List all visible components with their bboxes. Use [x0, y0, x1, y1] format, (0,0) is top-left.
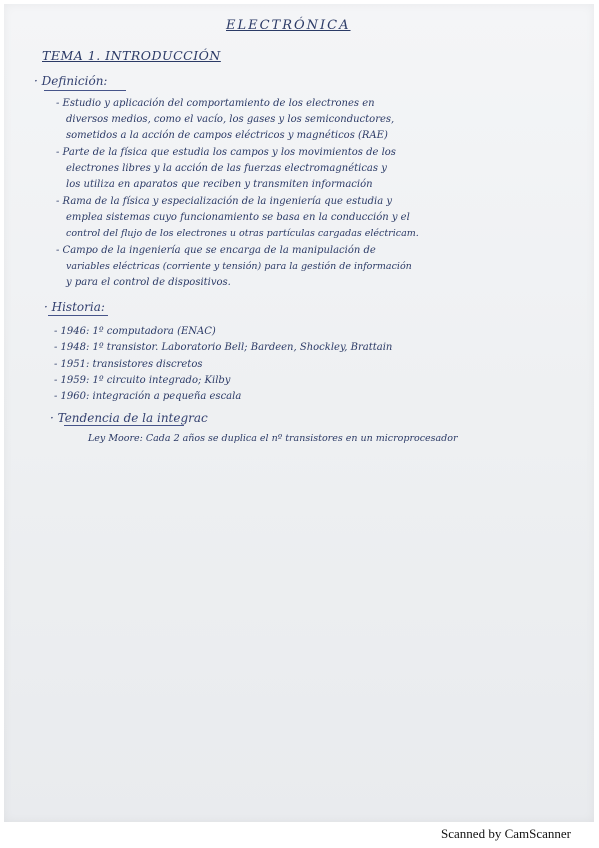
scanner-watermark: Scanned by CamScanner — [441, 826, 571, 841]
page-title: ELECTRÓNICA — [226, 18, 351, 33]
historia-heading: · Historia: — [44, 300, 105, 314]
notebook-page — [4, 4, 594, 822]
definicion-line: control del flujo de los electrones u otras partículas cargadas eléctricam. — [66, 228, 419, 239]
tema-heading: TEMA 1. INTRODUCCIÓN — [42, 48, 221, 63]
historia-line: - 1948: 1º transistor. Laboratorio Bell; Bardeen, Shockley, Brattain — [54, 342, 393, 353]
historia-underline — [48, 315, 108, 316]
definicion-line: variables eléctricas (corriente y tensión) para la gestión de información — [66, 261, 412, 272]
definicion-line: - Rama de la física y especialización de la ingeniería que estudia y — [56, 196, 393, 207]
definicion-line: diversos medios, como el vacío, los gases y los semiconductores, — [66, 114, 395, 125]
definicion-line: y para el control de dispositivos. — [66, 277, 231, 288]
tendencia-underline — [64, 425, 184, 426]
definicion-underline — [44, 90, 126, 91]
historia-line: - 1951: transistores discretos — [54, 359, 203, 370]
historia-line: - 1959: 1º circuito integrado; Kilby — [54, 375, 231, 386]
definicion-line: los utiliza en aparatos que reciben y transmiten información — [66, 179, 373, 190]
definicion-line: sometidos a la acción de campos eléctricos y magnéticos (RAE) — [66, 130, 388, 141]
definicion-line: - Campo de la ingeniería que se encarga de la manipulación de — [56, 245, 376, 256]
definicion-heading: · Definición: — [34, 74, 108, 88]
historia-line: - 1946: 1º computadora (ENAC) — [54, 326, 216, 337]
definicion-line: - Estudio y aplicación del comportamiento de los electrones en — [56, 98, 375, 109]
definicion-line: emplea sistemas cuyo funcionamiento se basa en la conducción y el — [66, 212, 410, 223]
tendencia-heading: · Tendencia de la integrac — [50, 411, 208, 425]
tendencia-line: Ley Moore: Cada 2 años se duplica el nº transistores en un microprocesador — [88, 433, 458, 444]
definicion-line: electrones libres y la acción de las fuerzas electromagnéticas y — [66, 163, 387, 174]
definicion-line: - Parte de la física que estudia los campos y los movimientos de los — [56, 147, 396, 158]
historia-line: - 1960: integración a pequeña escala — [54, 391, 242, 402]
